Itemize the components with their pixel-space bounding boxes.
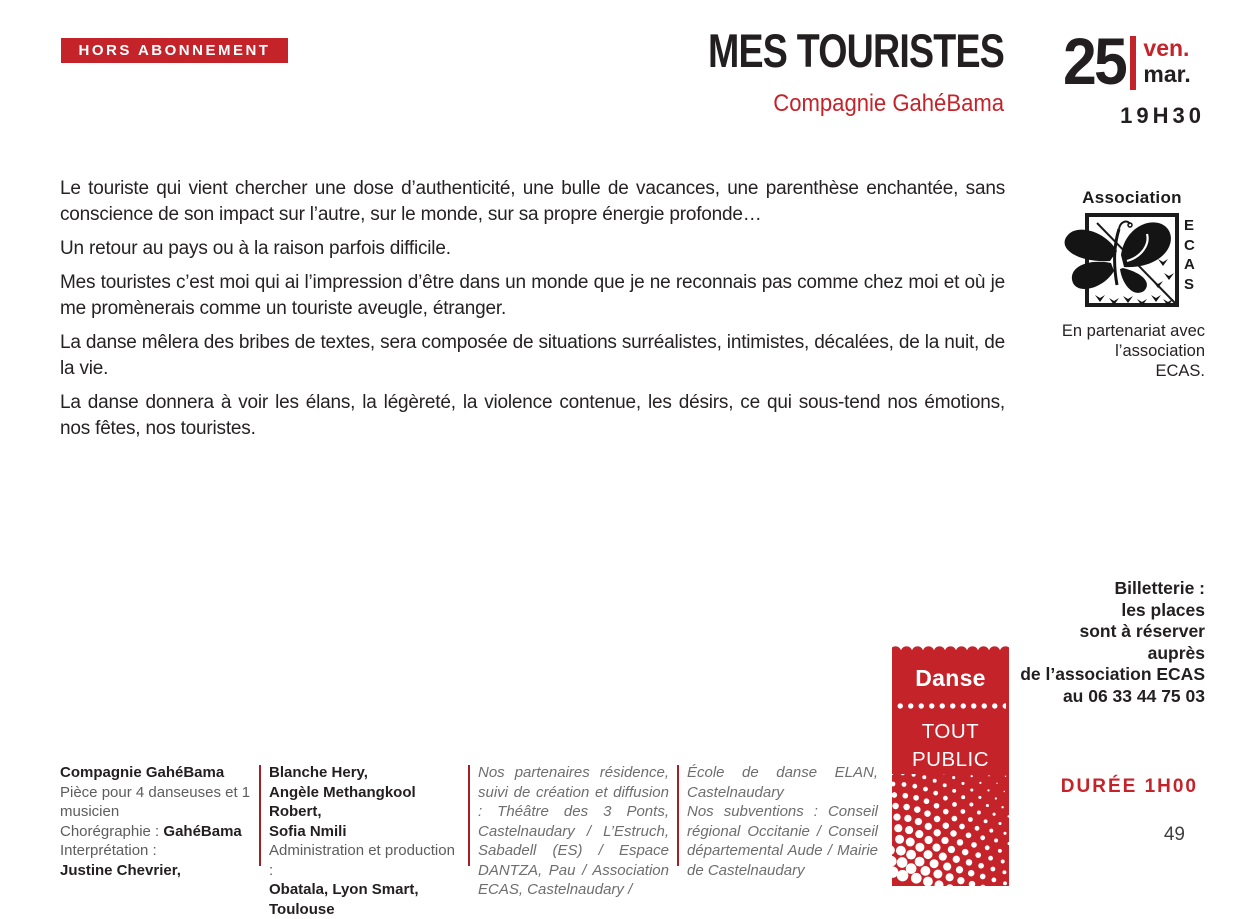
weekday-ven: ven. bbox=[1143, 35, 1190, 61]
credits-divider bbox=[677, 765, 679, 866]
credits-divider bbox=[468, 765, 470, 866]
halftone-dots-decoration bbox=[892, 774, 1009, 886]
credits-divider bbox=[259, 765, 261, 866]
credit-line: École de danse ELAN, Castelnaudary bbox=[687, 763, 878, 802]
page-title: MES TOURISTES bbox=[708, 26, 1004, 75]
ribbon-scallop-edge bbox=[892, 645, 1009, 652]
genre-label: Danse bbox=[892, 652, 1009, 692]
credit-line: Compagnie GahéBama bbox=[60, 763, 251, 783]
page-number: 49 bbox=[1164, 824, 1185, 846]
text-line: A bbox=[1184, 256, 1195, 273]
credits-column bbox=[269, 763, 460, 919]
ticket-ribbon bbox=[892, 645, 1009, 886]
credit-line: Chorégraphie : GahéBama bbox=[60, 822, 251, 842]
body-text bbox=[60, 176, 1005, 450]
text-line: de l’association ECAS bbox=[1020, 664, 1205, 686]
credits-column bbox=[687, 763, 878, 919]
credit-line: Interprétation : bbox=[60, 841, 251, 861]
credit-line: Nos subventions : Conseil régional Occitanie / Conseil départemental Aude / Mairie de Castelnaudary bbox=[687, 802, 878, 880]
partner-caption bbox=[1055, 321, 1205, 381]
body-paragraph: Le touriste qui vient chercher une dose d’authenticité, une bulle de vacances, une parenthèse enchantée, sans conscience de son impact sur l’autre, sur le monde, sur sa propre énergie profonde… bbox=[60, 176, 1005, 228]
credits bbox=[60, 763, 878, 919]
ribbon-perforation bbox=[895, 703, 1006, 709]
butterfly-icon bbox=[1055, 211, 1181, 311]
company-subtitle: Compagnie GahéBama bbox=[664, 90, 1004, 118]
credit-line: Pièce pour 4 danseuses et 1 musicien bbox=[60, 783, 251, 822]
billetterie-info bbox=[1020, 578, 1205, 707]
text-line: C bbox=[1184, 237, 1195, 254]
text-line: ECAS. bbox=[1055, 361, 1205, 381]
show-time: 19H30 bbox=[1063, 103, 1205, 129]
credit-line: Nos partenaires résidence, suivi de création et diffusion : Théâtre des 3 Ponts, Castelnaudary / L’Estruch, Sabadell (ES) / Espace DANTZA, Pau / Association ECAS, Castelnaudary / bbox=[478, 763, 669, 900]
date-block bbox=[1063, 34, 1205, 129]
text-line: au 06 33 44 75 03 bbox=[1020, 686, 1205, 708]
text-line: En partenariat avec bbox=[1055, 321, 1205, 341]
text-line: auprès bbox=[1020, 643, 1205, 665]
text-line: les places bbox=[1020, 600, 1205, 622]
credit-line: Administration et production : bbox=[269, 841, 460, 880]
text-line: E bbox=[1184, 217, 1195, 234]
text-line: sont à réserver bbox=[1020, 621, 1205, 643]
body-paragraph: Un retour au pays ou à la raison parfois difficile. bbox=[60, 236, 1005, 262]
date-day: 25 bbox=[1063, 34, 1125, 88]
duration-label: DURÉE 1H00 bbox=[1061, 776, 1198, 798]
credit-line: Justine Chevrier, bbox=[60, 861, 251, 881]
association-logo-title: Association bbox=[1067, 188, 1197, 208]
credit-line: Sofia Nmili bbox=[269, 822, 460, 842]
text-line: Billetterie : bbox=[1020, 578, 1205, 600]
body-paragraph: La danse donnera à voir les élans, la légèreté, la violence contenue, les désirs, ce qui sous-tend nos émotions, nos fêtes, nos touristes. bbox=[60, 390, 1005, 442]
text-line: S bbox=[1184, 276, 1195, 293]
credit-line: Obatala, Lyon Smart, Toulouse bbox=[269, 880, 460, 919]
hors-abonnement-badge: HORS ABONNEMENT bbox=[61, 38, 288, 63]
weekday-mar: mar. bbox=[1143, 61, 1190, 87]
date-separator-bar bbox=[1130, 36, 1136, 90]
audience-label bbox=[892, 718, 1009, 774]
show-header bbox=[634, 26, 1004, 118]
text-line: PUBLIC bbox=[892, 746, 1009, 774]
date-weekdays bbox=[1143, 34, 1190, 87]
text-line: l’association bbox=[1055, 341, 1205, 361]
body-paragraph: La danse mêlera des bribes de textes, sera composée de situations surréalistes, intimistes, décalées, de la nuit, de la vie. bbox=[60, 330, 1005, 382]
credits-column bbox=[60, 763, 251, 919]
body-paragraph: Mes touristes c’est moi qui ai l’impression d’être dans un monde que je ne reconnais pas comme chez moi et où je me promènerais comme un touriste aveugle, étranger. bbox=[60, 270, 1005, 322]
text-line: TOUT bbox=[892, 718, 1009, 746]
partner-block bbox=[1055, 188, 1205, 381]
credits-column bbox=[478, 763, 669, 919]
credit-line: Blanche Hery, bbox=[269, 763, 460, 783]
credit-line: Angèle Methangkool Robert, bbox=[269, 783, 460, 822]
ecas-vertical-letters bbox=[1181, 211, 1195, 297]
